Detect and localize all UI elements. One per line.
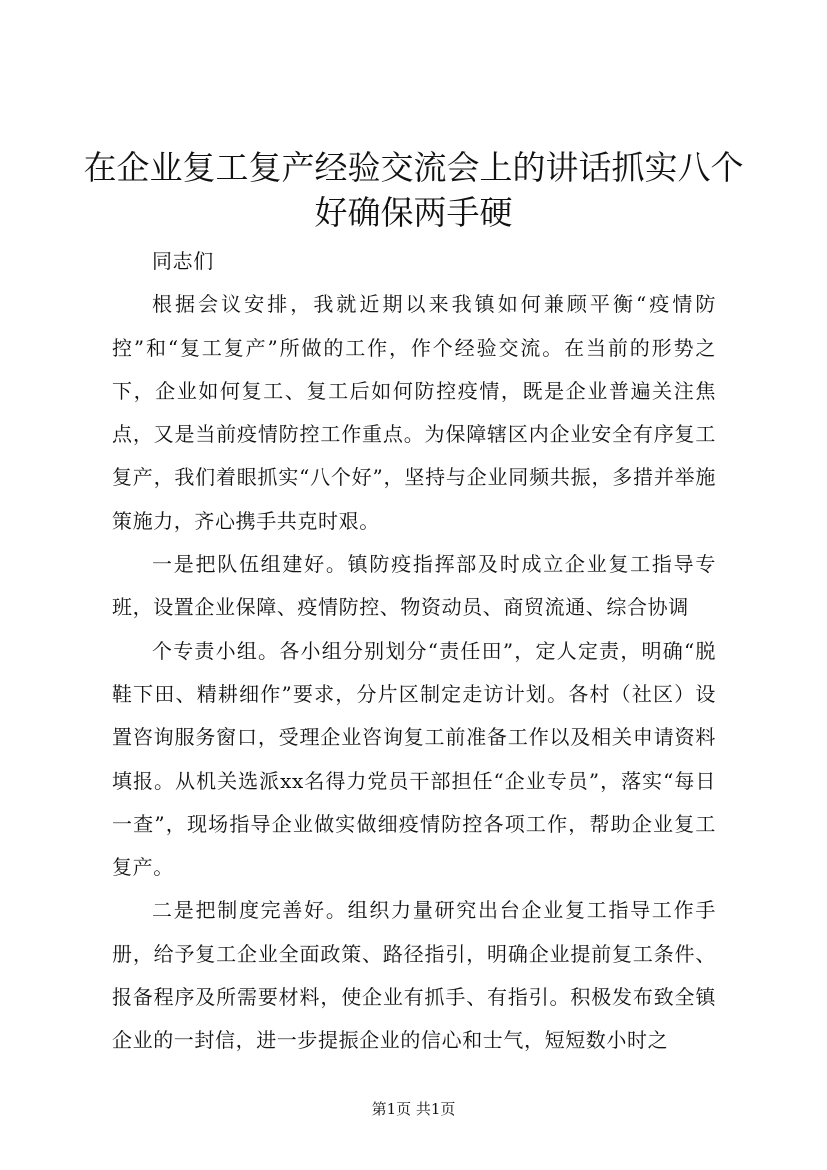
page-footer: 第1页 共1页 [371, 1100, 456, 1118]
document-title [80, 145, 747, 235]
paragraph-salutation: 同志们 [152, 249, 214, 273]
title-line-1: 在企业复工复产经验交流会上的讲话抓实八个 [83, 148, 744, 187]
paragraph-point-two: 二是把制度完善好。组织力量研究出台企业复工指导工作手册，给予复工企业全面政策、路径指引，明确企业提前复工条件、报备程序及所需要材料，使企业有抓手、有指引。积极发布致全镇企业的一封信，进一步提振企业的信心和士气，短短数小时之 [112, 898, 716, 1053]
title-line-2: 好确保两手硬 [314, 193, 513, 232]
paragraph-point-one: 一是把队伍组建好。镇防疫指挥部及时成立企业复工指导专班，设置企业保障、疫情防控、物资动员、商贸流通、综合协调 [112, 552, 716, 620]
paragraph-intro: 根据会议安排，我就近期以来我镇如何兼顾平衡“疫情防控”和“复工复产”所做的工作，作个经验交流。在当前的形势之下，企业如何复工、复工后如何防控疫情，既是企业普遍关注焦点，又是当前疫情防控工作重点。为保障辖区内企业安全有序复工复产，我们着眼抓实“八个好”，坚持与企业同频共振，多措并举施策施力，齐心携手共克时艰。 [112, 292, 716, 533]
paragraph-point-one-continued: 个专责小组。各小组分别划分“责任田”，定人定责，明确“脱鞋下田、精耕细作”要求，分片区制定走访计划。各村（社区）设置咨询服务窗口，受理企业咨询复工前准备工作以及相关申请资料填报。从机关选派xx名得力党员干部担任“企业专员”，落实“每日一查”，现场指导企业做实做细疫情防控各项工作，帮助企业复工复产。 [112, 638, 716, 880]
document-body [112, 240, 716, 1063]
